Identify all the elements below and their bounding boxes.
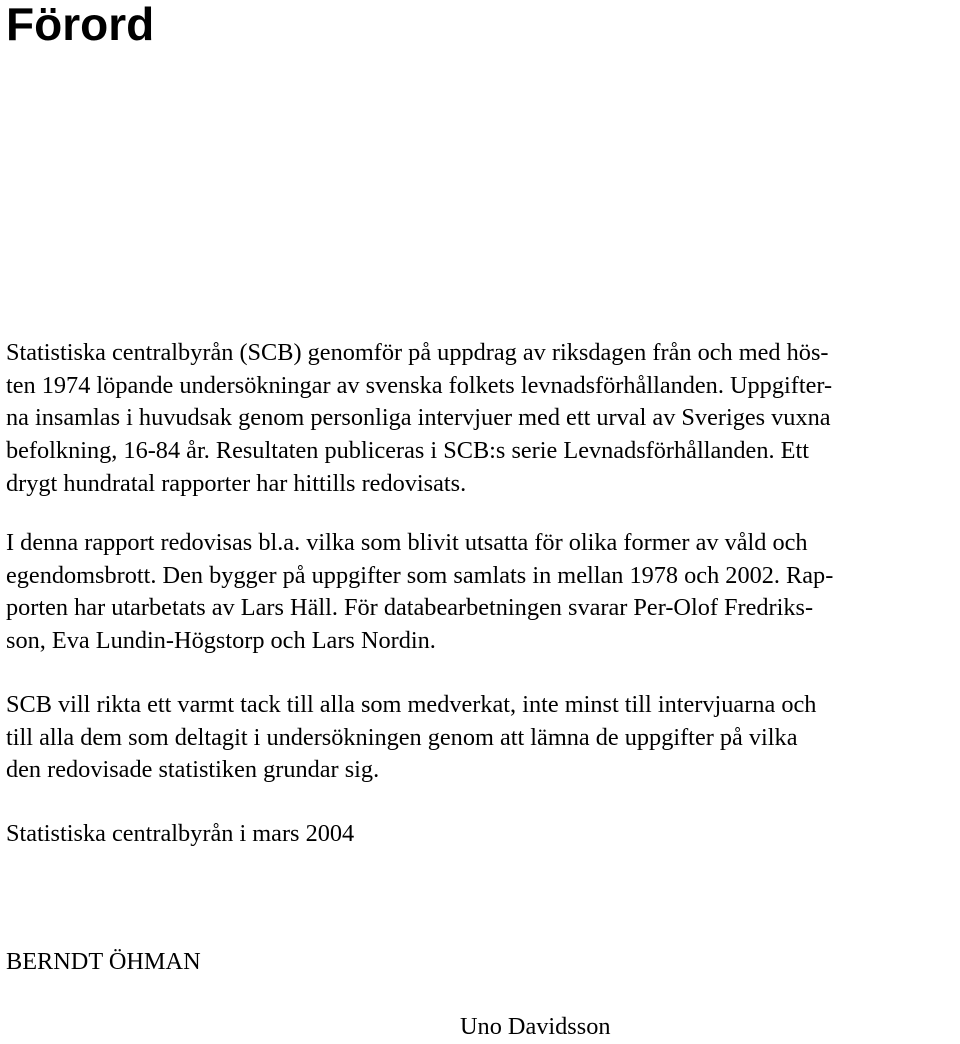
text-line: egendomsbrott. Den bygger på uppgifter som samlats in mellan 1978 och 2002. Rap- <box>6 561 834 589</box>
text-line: na insamlas i huvudsak genom personliga intervjuer med ett urval av Sveriges vuxna <box>6 404 831 432</box>
text-line: I denna rapport redovisas bl.a. vilka som blivit utsatta för olika former av våld och <box>6 529 808 556</box>
text-line: drygt hundratal rapporter har hittills redovisats. <box>6 469 467 497</box>
page-title: Förord <box>6 0 155 50</box>
text-line: till alla dem som deltagit i undersökningen genom att lämna de uppgifter på vilka <box>6 723 798 751</box>
text-line: Statistiska centralbyrån i mars 2004 <box>6 820 355 847</box>
text-line: son, Eva Lundin-Högstorp och Lars Nordin. <box>6 627 436 655</box>
paragraph-date <box>6 818 354 851</box>
paragraph-thanks <box>6 689 816 787</box>
text-line: porten har utarbetats av Lars Häll. För databearbetningen svarar Per-Olof Fredriks- <box>6 594 814 622</box>
text-line: befolkning, 16-84 år. Resultaten publiceras i SCB:s serie Levnadsförhållanden. Ett <box>6 437 809 465</box>
paragraph-report <box>6 527 833 658</box>
signature-berndt-ohman: BERNDT ÖHMAN <box>6 948 201 975</box>
paragraph-intro <box>6 337 832 501</box>
text-line: Statistiska centralbyrån (SCB) genomför på uppdrag av riksdagen från och med hös- <box>6 339 829 366</box>
text-line: ten 1974 löpande undersökningar av svenska folkets levnadsförhållanden. Uppgifter- <box>6 371 833 399</box>
text-line: den redovisade statistiken grundar sig. <box>6 756 380 784</box>
signature-uno-davidsson: Uno Davidsson <box>460 1013 611 1040</box>
text-line: SCB vill rikta ett varmt tack till alla som medverkat, inte minst till intervjuarna och <box>6 691 817 718</box>
